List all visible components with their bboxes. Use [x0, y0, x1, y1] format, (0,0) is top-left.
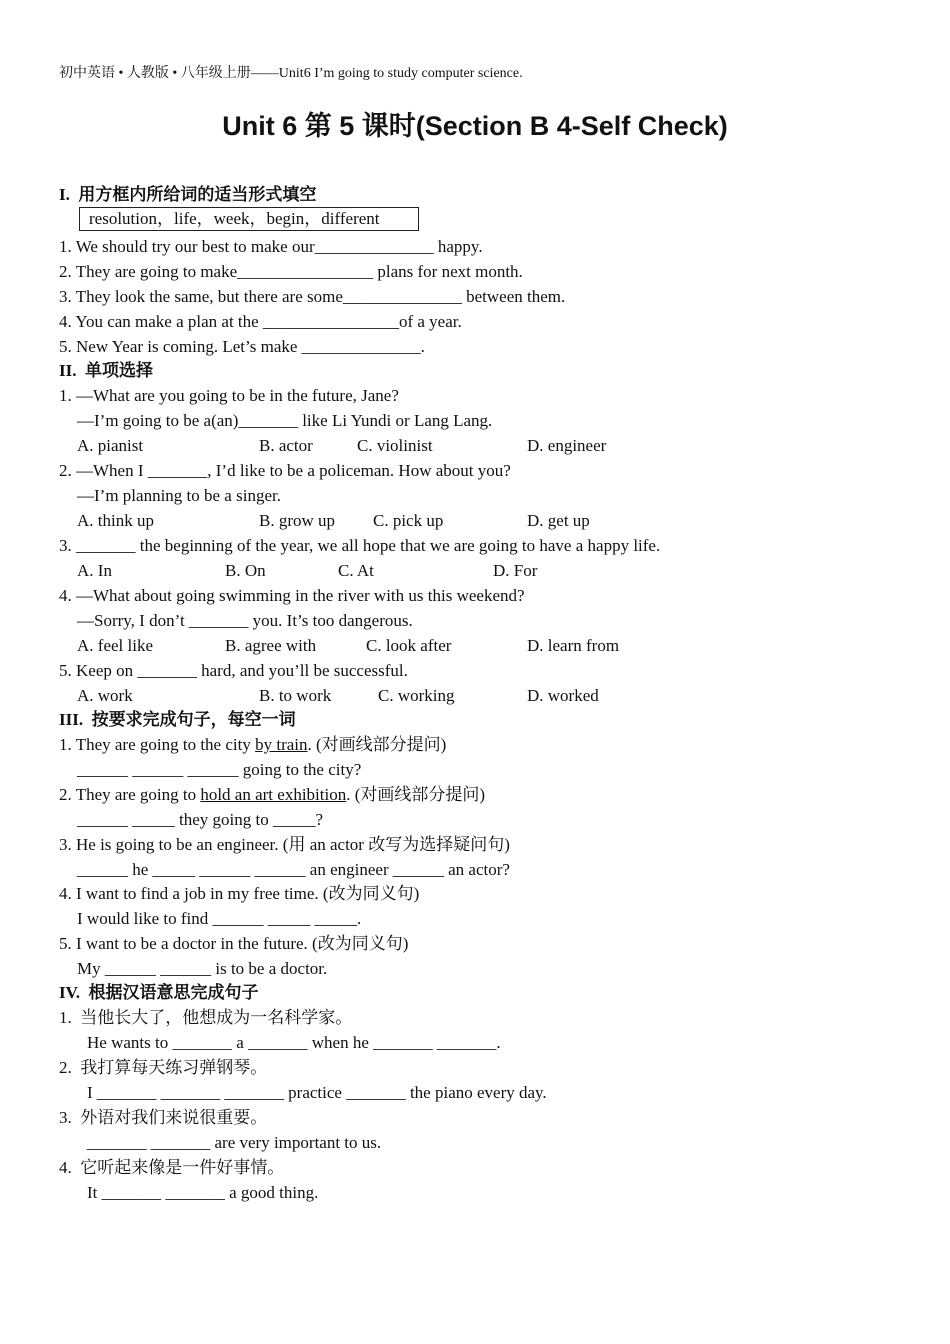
- s3-q1-line-a: [59, 735, 446, 755]
- s2-q2-line-b: —I’m planning to be a singer.: [77, 486, 281, 505]
- s2-q4-line-b: —Sorry, I don’t _______ you. It’s too dangerous.: [77, 611, 413, 630]
- s1-question-1: 1. We should try our best to make our______________ happy.: [59, 237, 483, 256]
- s4-q1-english: He wants to _______ a _______ when he _______ _______.: [87, 1033, 501, 1052]
- s2-q4-option-d: D. learn from: [527, 636, 620, 655]
- s3-q1-line-b: ______ ______ ______ going to the city?: [77, 760, 362, 779]
- section-3-heading: III. 按要求完成句子，每空一词: [59, 710, 296, 729]
- s4-q3-english: _______ _______ are very important to us.: [87, 1133, 382, 1152]
- s4-q3-chinese: 3. 外语对我们来说很重要。: [59, 1108, 268, 1127]
- s3-q5-line-a: 5. I want to be a doctor in the future. (改为同义句): [59, 934, 409, 953]
- s3-q1-underlined: by train: [255, 735, 308, 754]
- s2-q5-option-d: D. worked: [527, 686, 599, 705]
- s2-q3-option-b: B. On: [225, 561, 266, 580]
- s3-q2-line-a: [59, 785, 485, 805]
- s2-q1-option-d: D. engineer: [527, 436, 607, 455]
- s2-q4-option-a: A. feel like: [77, 636, 153, 655]
- s2-q3-line-a: 3. _______ the beginning of the year, we all hope that we are going to have a happy life.: [59, 536, 661, 555]
- s1-question-2: 2. They are going to make________________ plans for next month.: [59, 262, 523, 281]
- s2-q2-option-c: C. pick up: [373, 511, 444, 530]
- s2-q3-option-d: D. For: [493, 561, 538, 580]
- s2-q4-option-b: B. agree with: [225, 636, 317, 655]
- s2-q2-option-a: A. think up: [77, 511, 154, 530]
- section-2-heading: II. 单项选择: [59, 361, 153, 380]
- s3-q4-line-a: 4. I want to find a job in my free time. (改为同义句): [59, 884, 420, 903]
- section-4-heading: IV. 根据汉语意思完成句子: [59, 983, 259, 1002]
- s2-q2-option-d: D. get up: [527, 511, 590, 530]
- s2-q2-option-b: B. grow up: [259, 511, 336, 530]
- s3-q1-post: . (对画线部分提问): [307, 735, 447, 754]
- s2-q5-option-c: C. working: [378, 686, 455, 705]
- s4-q1-chinese: 1. 当他长大了，他想成为一名科学家。: [59, 1008, 353, 1027]
- s3-q4-line-b: I would like to find ______ _____ _____.: [77, 909, 362, 928]
- s4-q2-chinese: 2. 我打算每天练习弹钢琴。: [59, 1058, 268, 1077]
- s2-q3-option-a: A. In: [77, 561, 112, 580]
- s2-q1-option-a: A. pianist: [77, 436, 144, 455]
- s3-q3-line-b: ______ he _____ ______ ______ an engineer ______ an actor?: [77, 860, 510, 879]
- s2-q2-line-a: 2. —When I _______, I’d like to be a policeman. How about you?: [59, 461, 511, 480]
- s3-q2-underlined: hold an art exhibition: [200, 785, 347, 804]
- s2-q1-option-c: C. violinist: [357, 436, 433, 455]
- s1-question-3: 3. They look the same, but there are some______________ between them.: [59, 287, 566, 306]
- s2-q4-line-a: 4. —What about going swimming in the river with us this weekend?: [59, 586, 525, 605]
- section-1-heading: I. 用方框内所给词的适当形式填空: [59, 185, 317, 204]
- s2-q1-line-b: —I’m going to be a(an)_______ like Li Yundi or Lang Lang.: [77, 411, 493, 430]
- s3-q2-pre: 2. They are going to: [59, 785, 201, 804]
- s2-q5-line-a: 5. Keep on _______ hard, and you’ll be successful.: [59, 661, 408, 680]
- s2-q1-option-b: B. actor: [259, 436, 313, 455]
- s4-q4-english: It _______ _______ a good thing.: [87, 1183, 319, 1202]
- s2-q4-option-c: C. look after: [366, 636, 452, 655]
- s3-q2-post: . (对画线部分提问): [346, 785, 486, 804]
- page-title: Unit 6 第 5 课时(Section B 4-Self Check): [222, 111, 728, 141]
- s3-q1-pre: 1. They are going to the city: [59, 735, 256, 754]
- word-box: resolution，life，week，begin，different: [79, 207, 419, 231]
- page-header: 初中英语 • 人教版 • 八年级上册——Unit6 I’m going to study computer science.: [59, 66, 523, 81]
- s4-q2-english: I _______ _______ _______ practice _______ the piano every day.: [87, 1083, 547, 1102]
- s1-question-4: 4. You can make a plan at the ________________of a year.: [59, 312, 462, 331]
- s2-q5-option-b: B. to work: [259, 686, 332, 705]
- s3-q5-line-b: My ______ ______ is to be a doctor.: [77, 959, 328, 978]
- s3-q2-line-b: ______ _____ they going to _____?: [77, 810, 324, 829]
- s2-q5-option-a: A. work: [77, 686, 133, 705]
- s2-q1-line-a: 1. —What are you going to be in the future, Jane?: [59, 386, 399, 405]
- s3-q3-line-a: 3. He is going to be an engineer. (用 an actor 改写为选择疑问句): [59, 835, 510, 854]
- s1-question-5: 5. New Year is coming. Let’s make ______________.: [59, 337, 425, 356]
- s2-q3-option-c: C. At: [338, 561, 374, 580]
- s4-q4-chinese: 4. 它听起来像是一件好事情。: [59, 1158, 285, 1177]
